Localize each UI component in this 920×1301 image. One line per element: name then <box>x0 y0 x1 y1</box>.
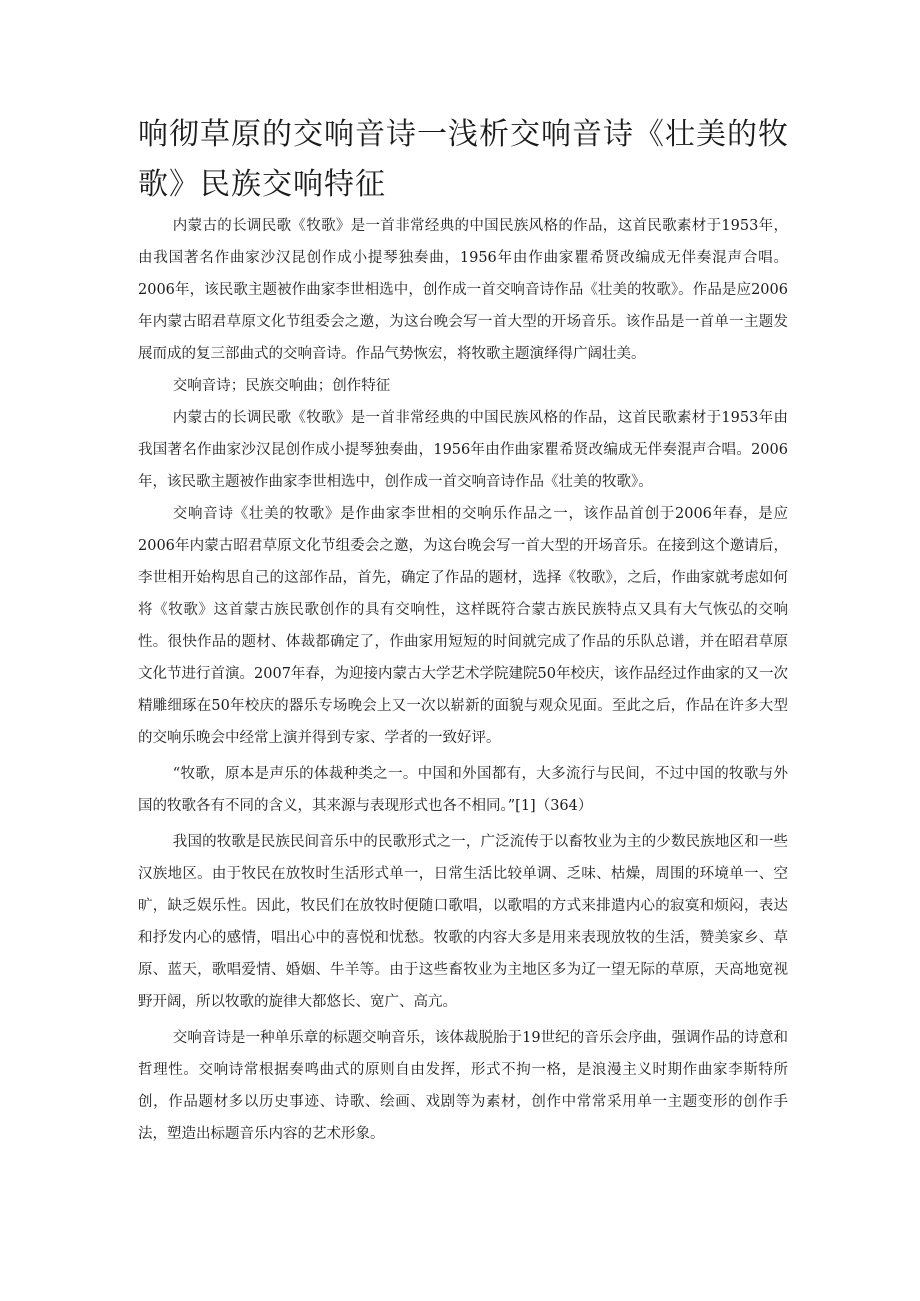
symphonic-poem-paragraph: 交响音诗是一种单乐章的标题交响音乐，该体裁脱胎于19世纪的音乐会序曲，强调作品的诗意和哲理性。交响诗常根据奏鸣曲式的原则自由发挥，形式不拘一格，是浪漫主义时期作曲家李斯特所创，作品题材多以历史事迹、诗歌、绘画、戏剧等为素材，创作中常常采用单一主题变形的创作手法，塑造出标题音乐内容的艺术形象。 <box>138 1030 788 1142</box>
pastoral-song-paragraph: 我国的牧歌是民族民间音乐中的民歌形式之一，广泛流传于以畜牧业为主的少数民族地区和一些汉族地区。由于牧民在放牧时生活形式单一，日常生活比较单调、乏味、枯燥，周围的环境单一、空旷，缺乏娱乐性。因此，牧民们在放牧时便随口歌唱，以歌唱的方式来排遣内心的寂寞和烦闷，表达和抒发内心的感情，唱出心中的喜悦和忧愁。牧歌的内容大多是用来表现放牧的生活，赞美家乡、草原、蓝天，歌唱爱情、婚姻、牛羊等。由于这些畜牧业为主地区多为辽一望无际的草原，天高地宽视野开阔，所以牧歌的旋律大都悠长、宽广、高亢。 <box>138 834 788 1010</box>
keywords-paragraph: 交响音诗；民族交响曲；创作特征 <box>172 378 391 394</box>
intro-paragraph: 内蒙古的长调民歌《牧歌》是一首非常经典的中国民族风格的作品，这首民歌素材于1953年由我国著名作曲家沙汉昆创作成小提琴独奏曲，1956年由作曲家瞿希贤改编成无伴奏混声合唱。2006年，该民歌主题被作曲家李世相选中，创作成一首交响音诗作品《壮美的牧歌》。 <box>138 410 788 490</box>
abstract-paragraph: 内蒙古的长调民歌《牧歌》是一首非常经典的中国民族风格的作品，这首民歌素材于1953年，由我国著名作曲家沙汉昆创作成小提琴独奏曲，1956年由作曲家瞿希贤改编成无伴奏混声合唱。2006年，该民歌主题被作曲家李世相选中，创作成一首交响音诗作品《壮美的牧歌》。作品是应2006年内蒙古昭君草原文化节组委会之邀，为这台晚会写一首大型的开场音乐。该作品是一首单一主题发展而成的复三部曲式的交响音诗。作品气势恢宏，将牧歌主题演绎得广阔壮美。 <box>138 218 788 362</box>
document-body <box>138 210 788 1150</box>
quote-paragraph: “牧歌，原本是声乐的体裁种类之一。中国和外国都有，大多流行与民间，不过中国的牧歌与外国的牧歌各有不同的含义，其来源与表现形式也各不相同。”[1]（364） <box>138 766 788 814</box>
background-paragraph: 交响音诗《壮美的牧歌》是作曲家李世相的交响乐作品之一，该作品首创于2006年春，是应2006年内蒙古昭君草原文化节组委会之邀，为这台晚会写一首大型的开场音乐。在接到这个邀请后，李世相开始构思自己的这部作品，首先，确定了作品的题材，选择《牧歌》，之后，作曲家就考虑如何将《牧歌》这首蒙古族民歌创作的具有交响性，这样既符合蒙古族民族特点又具有大气恢弘的交响性。很快作品的题材、体裁都确定了，作曲家用短短的时间就完成了作品的乐队总谱，并在昭君草原文化节进行首演。2007年春，为迎接内蒙古大学艺术学院建院50年校庆，该作品经过作曲家的又一次精雕细琢在50年校庆的器乐专场晚会上又一次以崭新的面貌与观众见面。至此之后，作品在许多大型的交响乐晚会中经常上演并得到专家、学者的一致好评。 <box>138 506 788 746</box>
document-title: 响彻草原的交响音诗一浅析交响音诗《壮美的牧歌》民族交响特征 <box>138 117 789 202</box>
